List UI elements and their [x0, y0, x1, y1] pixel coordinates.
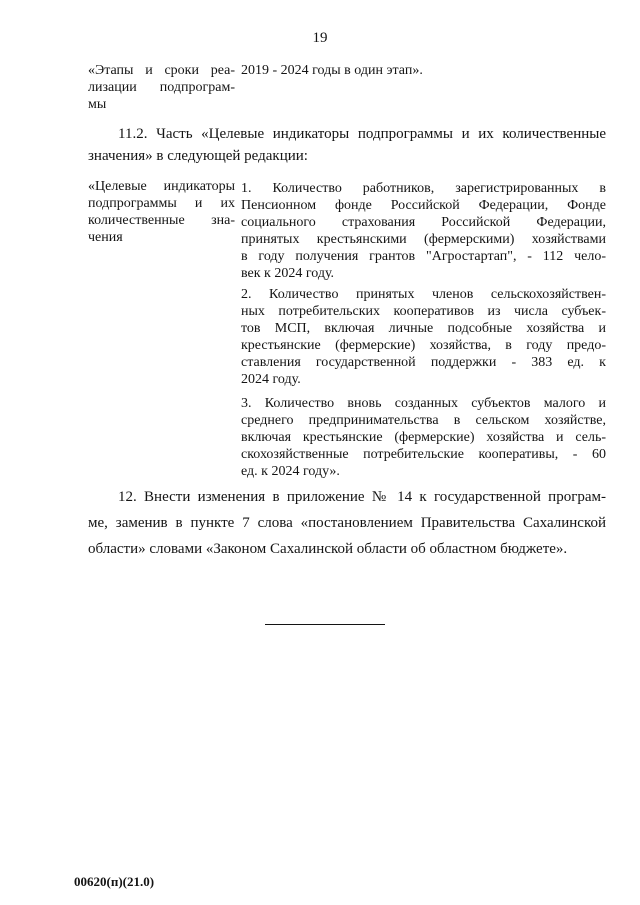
footer-code: 00620(п)(21.0)	[74, 874, 155, 889]
indicators-label-line-1: «Целевые индикаторы	[88, 179, 235, 194]
section-11-2-line-2: значения» в следующей редакции:	[88, 148, 308, 164]
indicator-3-line-2: среднего предпринимательства в сельском хозяйстве,	[241, 413, 606, 428]
indicator-1-line-2: Пенсионном фонде Российской Федерации, Фонде	[241, 198, 606, 213]
stages-label-line-1: «Этапы и сроки реа-	[88, 63, 235, 78]
indicator-2-line-1: 2. Количество принятых членов сельскохозяйствен-	[241, 287, 606, 302]
indicator-2-line-6: 2024 году.	[241, 372, 301, 387]
stages-label-line-2: лизации подпрограм-	[88, 80, 235, 95]
indicators-label-line-2: подпрограммы и их	[88, 196, 235, 211]
separator-line	[265, 624, 385, 625]
indicator-1-line-4: принятых крестьянскими (фермерскими) хозяйствами	[241, 232, 606, 247]
indicator-2-line-4: крестьянские (фермерские) хозяйства, в году предо-	[241, 338, 606, 353]
stages-value: 2019 - 2024 годы в один этап».	[241, 63, 423, 78]
indicator-3-line-3: включая крестьянские (фермерские) хозяйства и сель-	[241, 430, 606, 445]
section-11-2-line-1: 11.2. Часть «Целевые индикаторы подпрограммы и их количественные	[118, 126, 606, 142]
indicator-1-line-3: социального страхования Российской Федерации,	[241, 215, 606, 230]
indicator-2-line-2: ных потребительских кооперативов из числа субъек-	[241, 304, 606, 319]
indicator-1-line-6: век к 2024 году.	[241, 266, 335, 281]
indicator-3-line-5: ед. к 2024 году».	[241, 464, 340, 479]
section-12-line-1: 12. Внести изменения в приложение № 14 к государственной програм-	[118, 489, 606, 505]
indicator-2-line-5: ставления государственной поддержки - 383 ед. к	[241, 355, 606, 370]
indicator-3-line-1: 3. Количество вновь созданных субъектов малого и	[241, 396, 606, 411]
indicators-label-line-3: количественные зна-	[88, 213, 235, 228]
indicator-3-line-4: скохозяйственные потребительские кооперативы, - 60	[241, 447, 606, 462]
section-12-line-2: ме, заменив в пункте 7 слова «постановлением Правительства Сахалинской	[88, 515, 606, 531]
indicator-1-line-1: 1. Количество работников, зарегистрированных в	[241, 181, 606, 196]
indicator-1-line-5: в году получения грантов "Агростартап", - 112 чело-	[241, 249, 606, 264]
section-12-line-3: области» словами «Законом Сахалинской области об областном бюджете».	[88, 541, 568, 557]
stages-label-line-3: мы	[88, 97, 107, 112]
indicators-label-line-4: чения	[88, 230, 123, 245]
page-number: 19	[312, 30, 328, 46]
indicator-2-line-3: тов МСП, включая личные подсобные хозяйства и	[241, 321, 606, 336]
